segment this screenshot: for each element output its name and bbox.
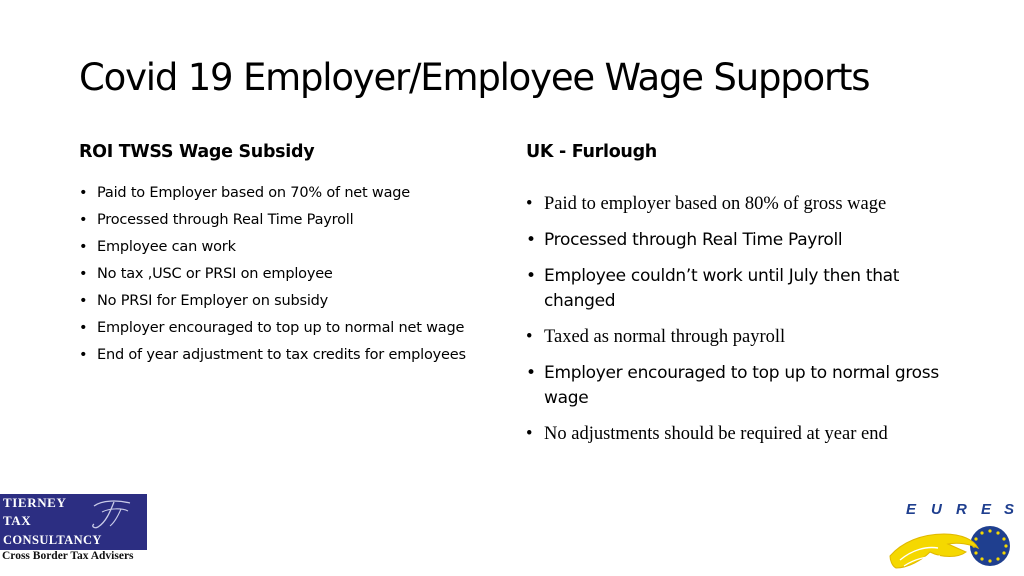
list-item: • Processed through Real Time Payroll — [79, 212, 469, 228]
list-item: • Paid to Employer based on 70% of net wage — [79, 185, 469, 201]
eures-logo — [878, 494, 1024, 576]
tierney-logo-line1: TIERNEY — [3, 495, 67, 510]
eures-emblem-icon — [878, 494, 1024, 576]
list-item: • Employer encouraged to top up to normal gross wage — [526, 361, 966, 411]
eures-hand-icon — [890, 534, 978, 568]
list-item: • End of year adjustment to tax credits for employees — [79, 347, 469, 363]
slide-title: Covid 19 Employer/Employee Wage Supports — [79, 56, 870, 99]
list-item: • No PRSI for Employer on subsidy — [79, 293, 469, 309]
list-item: • Employee couldn’t work until July then that changed — [526, 264, 966, 314]
tt-monogram-icon — [88, 498, 134, 530]
tierney-logo-line2: TAX — [3, 513, 32, 528]
eures-letter: U — [931, 501, 942, 518]
list-item: • Employee can work — [79, 239, 469, 255]
eures-letter: R — [956, 501, 967, 518]
right-column-heading: UK - Furlough — [526, 142, 657, 162]
list-item: • No tax ,USC or PRSI on employee — [79, 266, 469, 282]
list-item: • Employer encouraged to top up to normal net wage — [79, 320, 469, 336]
list-item: • Processed through Real Time Payroll — [526, 228, 966, 253]
tierney-logo-box — [0, 494, 147, 550]
eures-letter: E — [981, 501, 992, 518]
eures-letter: E — [906, 501, 917, 518]
left-column-heading: ROI TWSS Wage Subsidy — [79, 142, 315, 162]
tierney-logo-tagline: Cross Border Tax Advisers — [2, 550, 134, 562]
right-bullet-list — [526, 192, 966, 458]
list-item: • No adjustments should be required at year end — [526, 422, 966, 447]
tierney-tax-logo — [0, 494, 147, 565]
list-item: • Taxed as normal through payroll — [526, 325, 966, 350]
list-item: • Paid to employer based on 80% of gross wage — [526, 192, 966, 217]
eures-letter: S — [1004, 501, 1015, 518]
left-bullet-list — [79, 185, 469, 374]
tierney-logo-line3: CONSULTANCY — [3, 533, 102, 547]
